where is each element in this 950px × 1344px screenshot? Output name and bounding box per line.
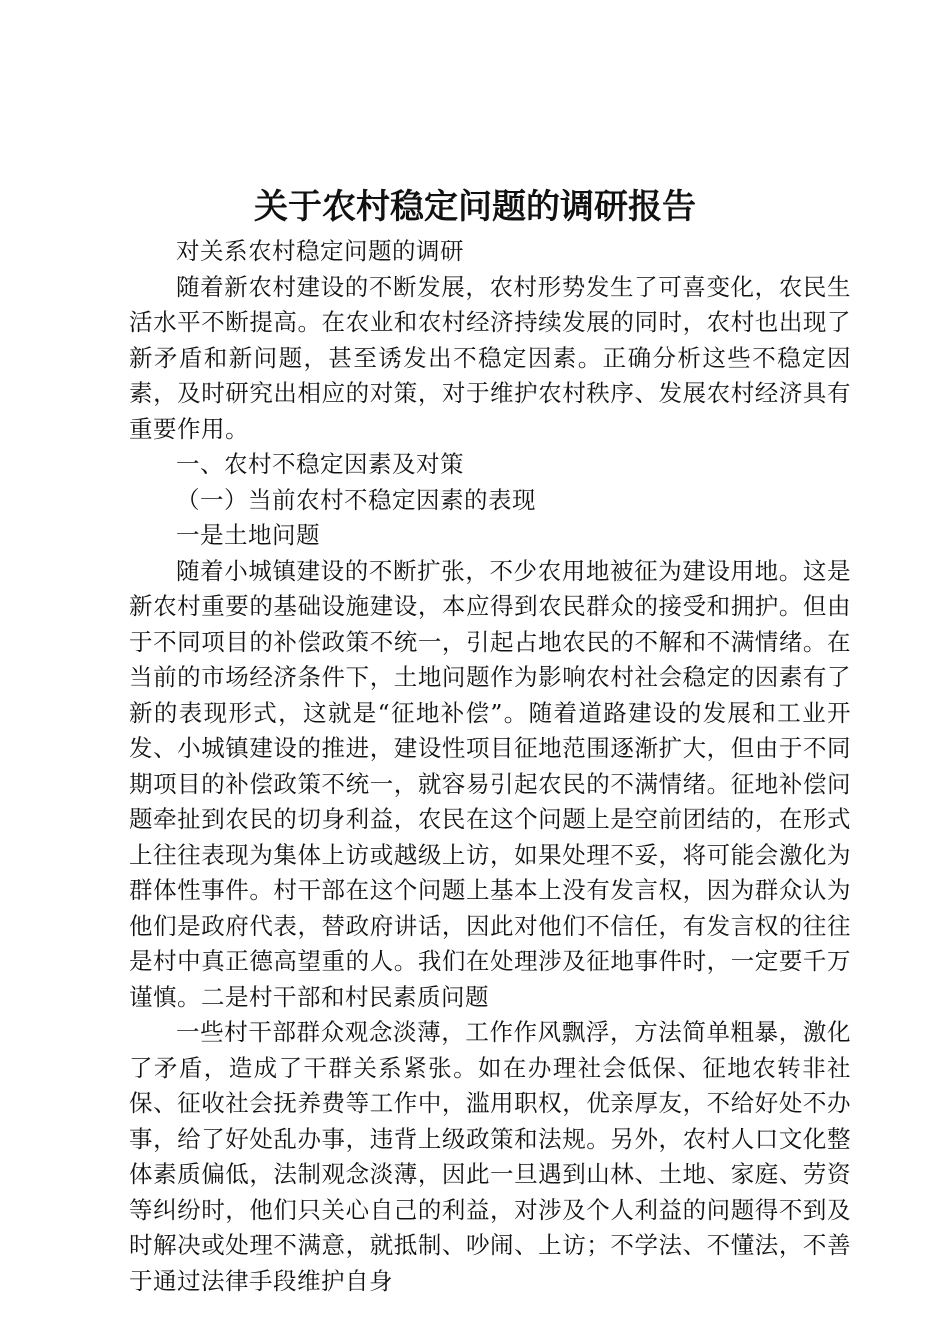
paragraph-cadre-quality: 一些村干部群众观念淡薄，工作作风飘浮，方法简单粗暴，激化了矛盾，造成了干群关系紧张。如在办理社会低保、征地农转非社保、征收社会抚养费等工作中，滥用职权，优亲厚友，不给好处不办事，给了好处乱办事，违背上级政策和法规。另外，农村人口文化整体素质偏低，法制观念淡薄，因此一旦遇到山林、土地、家庭、劳资等纠纷时，他们只关心自己的利益，对涉及个人利益的问题得不到及时解决或处理不满意，就抵制、吵闹、上访；不学法、不懂法，不善于通过法律手段维护自身 [129, 1018, 851, 1295]
paragraph-intro: 对关系农村稳定问题的调研 [176, 237, 464, 265]
section-heading-1: 一、农村不稳定因素及对策 [176, 450, 464, 478]
subsection-heading-1: （一）当前农村不稳定因素的表现 [176, 485, 536, 514]
item-heading-land: 一是土地问题 [176, 521, 320, 549]
document-title: 关于农村稳定问题的调研报告 [254, 187, 696, 227]
paragraph-land-issue: 随着小城镇建设的不断扩张，不少农用地被征为建设用地。这是新农村重要的基础设施建设，本应得到农民群众的接受和拥护。但由于不同项目的补偿政策不统一，引起占地农民的不解和不满情绪。在当前的市场经济条件下，土地问题作为影响农村社会稳定的因素有了新的表现形式，这就是“征地补偿”。随着道路建设的发展和工业开发、小城镇建设的推进，建设性项目征地范围逐渐扩大，但由于不同期项目的补偿政策不统一，就容易引起农民的不满情绪。征地补偿问题牵扯到农民的切身利益，农民在这个问题上是空前团结的，在形式上往往表现为集体上访或越级上访，如果处理不妥，将可能会激化为群体性事件。村干部在这个问题上基本上没有发言权，因为群众认为他们是政府代表，替政府讲话，因此对他们不信任，有发言权的往往是村中真正德高望重的人。我们在处理涉及征地事件时，一定要千万谨慎。二是村干部和村民素质问题 [129, 556, 851, 1011]
paragraph-background: 随着新农村建设的不断发展，农村形势发生了可喜变化，农民生活水平不断提高。在农业和农村经济持续发展的同时，农村也出现了新矛盾和新问题，甚至诱发出不稳定因素。正确分析这些不稳定因素，及时研究出相应的对策，对于维护农村秩序、发展农村经济具有重要作用。 [129, 272, 851, 443]
document-body [129, 234, 851, 1299]
